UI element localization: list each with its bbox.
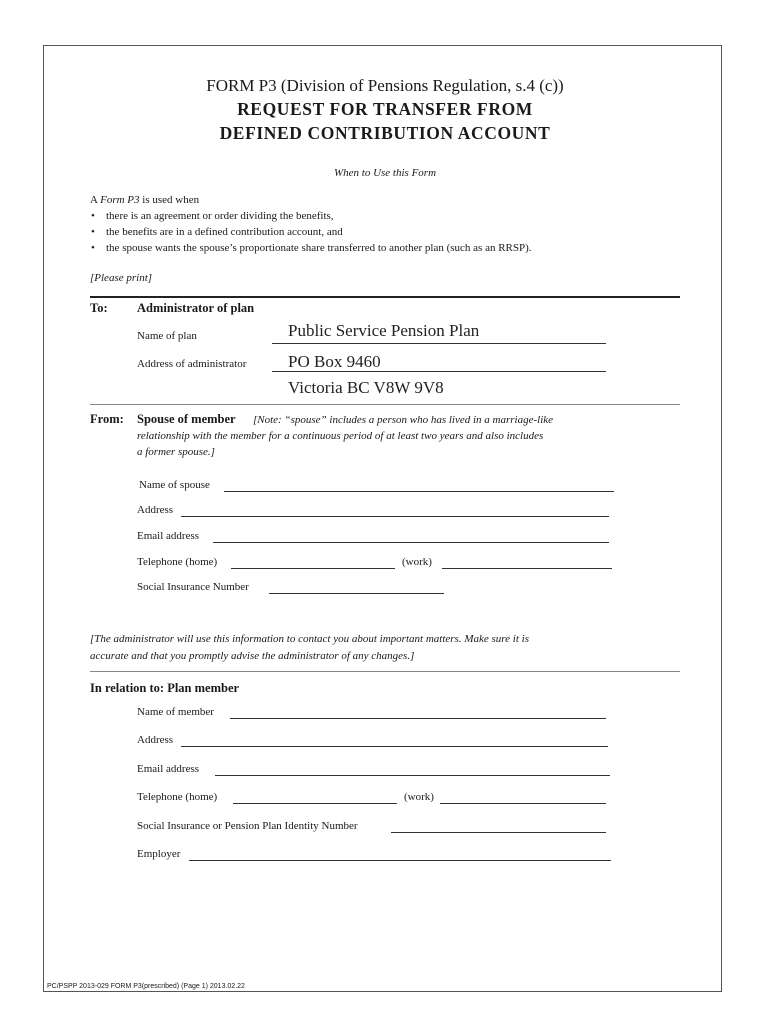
when-to-use-subtitle: When to Use this Form [333, 167, 437, 179]
spouse-note-line1: [Note: “spouse” includes a person who has lived in a marriage-like [253, 414, 554, 426]
footer-form-id: PC/PSPP 2013-029 FORM P3(prescribed) (Page 1) 2013.02.22 [47, 983, 245, 990]
member-email-label: Email address [137, 763, 200, 775]
spouse-address-label: Address [137, 504, 174, 516]
administrator-address-line1: PO Box 9460 [288, 352, 381, 371]
member-name-field[interactable] [230, 718, 606, 719]
spouse-note-line3: a former spouse.] [137, 446, 215, 458]
spouse-tel-work-field[interactable] [442, 568, 612, 569]
administrator-heading: Administrator of plan [137, 301, 255, 315]
bullet-marker: • [91, 210, 95, 222]
section-divider [90, 296, 680, 298]
spouse-note-line2: relationship with the member for a continuous period of at least two years and also includes [137, 430, 544, 442]
spouse-tel-work-label: (work) [402, 556, 432, 568]
administrator-address-line2: Victoria BC V8W 9V8 [288, 378, 444, 397]
member-name-label: Name of member [137, 706, 214, 718]
plan-name-value: Public Service Pension Plan [288, 321, 480, 340]
intro-lead-a: A [90, 194, 98, 206]
member-tel-work-field[interactable] [440, 803, 606, 804]
spouse-tel-home-label: Telephone (home) [137, 556, 218, 568]
member-address-field[interactable] [181, 746, 608, 747]
spouse-name-field[interactable] [224, 491, 614, 492]
intro-bullet-2: the benefits are in a defined contribution account, and [106, 226, 343, 238]
member-sin-label: Social Insurance or Pension Plan Identity Number [137, 820, 358, 832]
plan-name-field[interactable] [272, 343, 606, 344]
member-address-label: Address [137, 734, 174, 746]
admin-note-line2: accurate and that you promptly advise the administrator of any changes.] [90, 650, 415, 662]
spouse-email-label: Email address [137, 530, 200, 542]
member-tel-home-field[interactable] [233, 803, 397, 804]
form-title-line1: REQUEST FOR TRANSFER FROM [237, 99, 533, 119]
member-tel-work-label: (work) [404, 791, 434, 803]
intro-form-name: Form P3 [100, 194, 140, 206]
spouse-sin-label: Social Insurance Number [137, 581, 249, 593]
member-tel-home-label: Telephone (home) [137, 791, 218, 803]
section-divider [90, 404, 680, 405]
please-print-note: [Please print] [90, 272, 153, 284]
bullet-marker: • [91, 242, 95, 254]
member-employer-field[interactable] [189, 860, 611, 861]
spouse-address-field[interactable] [181, 516, 609, 517]
member-sin-field[interactable] [391, 832, 606, 833]
spouse-tel-home-field[interactable] [231, 568, 395, 569]
intro-lead [90, 194, 199, 206]
admin-note-line1: [The administrator will use this information to contact you about important matters. Make sure it is [90, 633, 529, 645]
spouse-heading: Spouse of member [137, 412, 236, 426]
member-heading: In relation to: Plan member [90, 681, 240, 695]
spouse-name-label: Name of spouse [139, 479, 210, 491]
administrator-address-label: Address of administrator [137, 358, 247, 370]
member-email-field[interactable] [215, 775, 610, 776]
member-employer-label: Employer [137, 848, 181, 860]
intro-lead-rest: is used when [142, 194, 200, 206]
spouse-email-field[interactable] [213, 542, 609, 543]
from-label: From: [90, 412, 124, 426]
bullet-marker: • [91, 226, 95, 238]
form-regulation-heading: FORM P3 (Division of Pensions Regulation, s.4 (c)) [206, 76, 564, 95]
form-title-line2: DEFINED CONTRIBUTION ACCOUNT [219, 123, 551, 143]
section-divider [90, 671, 680, 672]
to-label: To: [90, 301, 108, 315]
intro-bullet-1: there is an agreement or order dividing the benefits, [106, 210, 334, 222]
spouse-sin-field[interactable] [269, 593, 444, 594]
plan-name-label: Name of plan [137, 330, 197, 342]
intro-bullet-3: the spouse wants the spouse’s proportionate share transferred to another plan (such as an RRSP). [106, 242, 532, 254]
